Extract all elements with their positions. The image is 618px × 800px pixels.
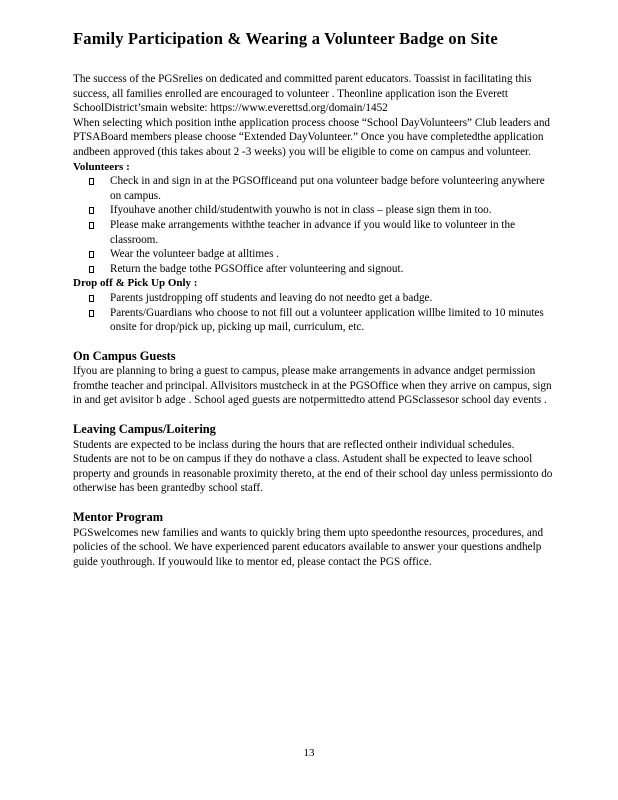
list-item	[89, 291, 555, 306]
list-item-text: Please make arrangements withthe teacher in advance if you would like to volunteer in the classroom.	[110, 218, 516, 246]
section-body-guests: Ifyou are planning to bring a guest to campus, please make arrangements in advance andget permission fromthe teacher and principal. Allvisitors mustcheck in at the PGSOffice when they arrive on campus, sign in and get avisitor b adge . School aged guests are notpermittedto attend PGSclassesor school day events .	[73, 365, 552, 407]
list-item	[89, 218, 555, 247]
list-item-text: Check in and sign in at the PGSOfficeand put ona volunteer badge before volunteering anywhere on campus.	[110, 175, 545, 202]
square-bullet-icon	[89, 251, 94, 258]
list-item-text: Wear the volunteer badge at alltimes .	[110, 248, 280, 261]
page-content	[73, 72, 555, 569]
list-item	[89, 306, 555, 335]
intro-paragraph-1: The success of the PGSrelies on dedicated and committed parent educators. Toassist in facilitating this success, all families enrolled are encouraged to volunteer . Theonline application ison the Everett SchoolDistrict’smain website: https://www.everettsd.org/domain/1452	[73, 73, 532, 115]
list-item	[89, 262, 555, 277]
section-heading-guests: On Campus Guests	[73, 348, 176, 363]
list-item-text: Parents/Guardians who choose to not fill out a volunteer application willbe limited to 10 minutes onsite for drop/pick up, picking up mail, curriculum, etc.	[110, 306, 544, 334]
square-bullet-icon	[89, 207, 94, 214]
list-item-text: Ifyouhave another child/studentwith youwho is not in class – please sign them in too.	[110, 204, 492, 217]
volunteers-list	[73, 174, 555, 276]
list-item-text: Return the badge tothe PGSOffice after volunteering and signout.	[110, 262, 404, 275]
list-item	[89, 203, 555, 218]
section-body-leaving: Students are expected to be inclass during the hours that are reflected ontheir individual schedules. Students are not to be on campus if they do nothave a class. Astudent shall be expected to leave school property and grounds in reasonable proximity thereto, at the end of their school day unless permissionto do otherwise has been grantedby school staff.	[73, 438, 553, 495]
square-bullet-icon	[89, 310, 94, 317]
intro-paragraph-2: When selecting which position inthe application process choose “School DayVolunteers” Club leaders and PTSABoard members please choose “Extended DayVolunteer.” Once you have completedthe application andbeen approved (this takes about 2 -3 weeks) you will be eligible to come on campus and volunteer.	[73, 116, 551, 158]
section-heading-mentor: Mentor Program	[73, 510, 164, 525]
dropoff-heading: Drop off & Pick Up Only :	[73, 277, 198, 290]
list-item-text: Parents justdropping off students and leaving do not needto get a badge.	[110, 291, 433, 304]
list-item	[89, 247, 555, 262]
page-number: 13	[303, 747, 315, 759]
dropoff-list	[73, 291, 555, 335]
square-bullet-icon	[89, 178, 94, 185]
list-item	[89, 174, 555, 203]
volunteers-heading: Volunteers :	[73, 160, 130, 173]
section-body-mentor: PGSwelcomes new families and wants to quickly bring them upto speedonthe resources, procedures, and policies of the school. We have experienced parent educators available to answer your questions andhelp guide youthrough. If youwould like to mentor ed, please contact the PGS office.	[73, 526, 544, 568]
section-heading-leaving: Leaving Campus/Loitering	[73, 422, 216, 437]
square-bullet-icon	[89, 295, 94, 302]
page-title: Family Participation & Wearing a Volunteer Badge on Site	[73, 29, 498, 48]
square-bullet-icon	[89, 266, 94, 273]
square-bullet-icon	[89, 222, 94, 229]
